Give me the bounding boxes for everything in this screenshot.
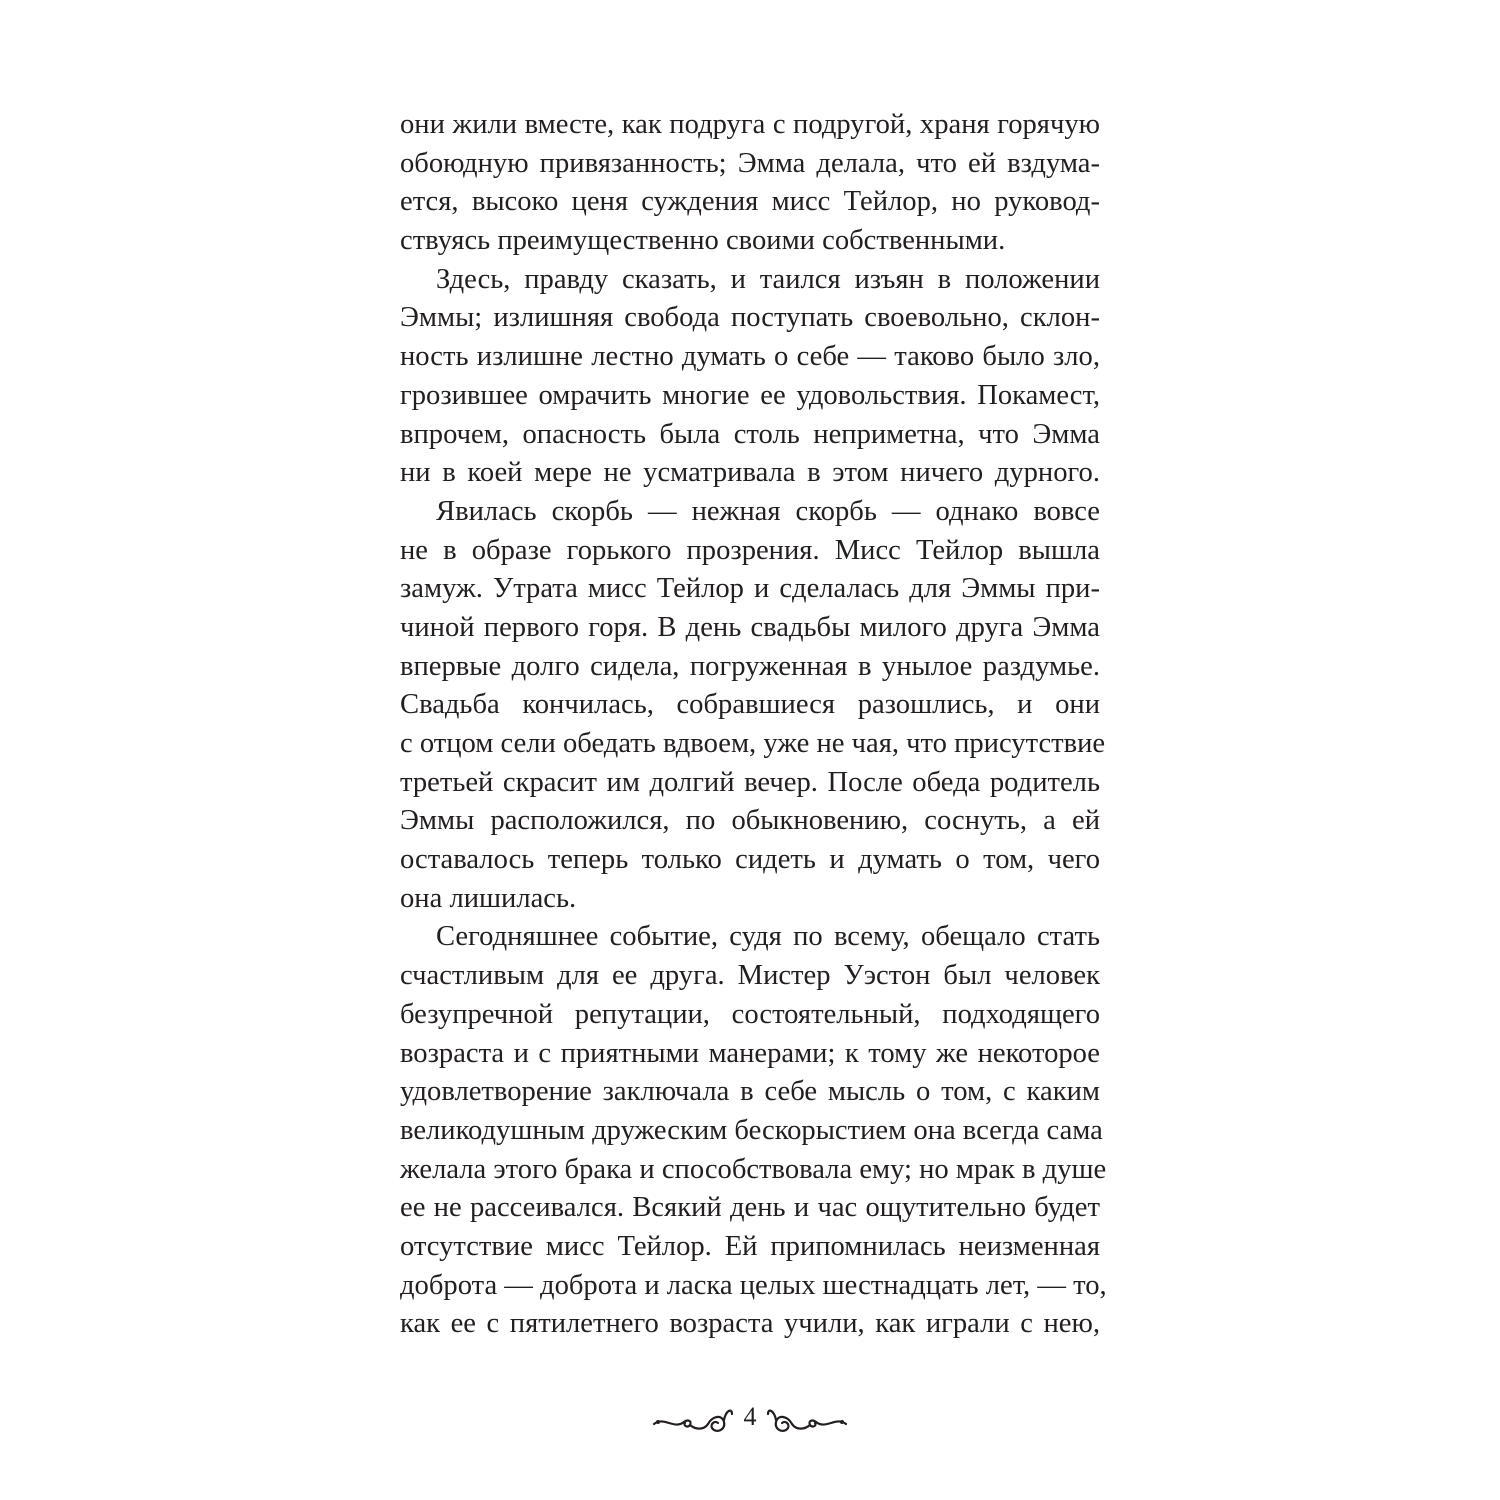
text-line: Эммы расположился, по обыкновению, соснуть, а ей: [400, 805, 1100, 837]
text-line: третьей скрасит им долгий вечер. После обеда родитель: [400, 766, 1100, 798]
text-line: великодушным дружеским бескорыстием она всегда сама: [400, 1114, 1103, 1146]
text-line: Свадьба кончилась, собравшиеся разошлись, и они: [400, 689, 1100, 721]
text-line: безупречной репутации, состоятельный, подходящего: [400, 998, 1100, 1030]
text-line: желала этого брака и способствовала ему; но мрак в душе: [400, 1153, 1107, 1185]
text-line: Явилась скорбь — нежная скорбь — однако вовсе: [436, 495, 1100, 527]
text-line: удовлетворение заключала в себе мысль о том, с каким: [400, 1076, 1100, 1108]
page-footer: [650, 1400, 850, 1440]
page-text: [400, 106, 1107, 1344]
page-number: 4: [743, 1402, 757, 1431]
scroll-ornament-left-icon: [650, 1400, 735, 1440]
text-line: чиной первого горя. В день свадьбы милого друга Эмма: [400, 611, 1100, 643]
text-line: с отцом сели обедать вдвоем, уже не чая, что присутствие: [400, 728, 1106, 759]
text-line: Здесь, правду сказать, и таился изъян в положении: [436, 263, 1100, 295]
text-line: не в образе горького прозрения. Мисс Тейлор вышла: [400, 534, 1100, 566]
text-line: Сегодняшнее событие, судя по всему, обещало стать: [436, 921, 1100, 953]
text-line: впрочем, опасность была столь неприметна, что Эмма: [400, 418, 1100, 450]
text-line: оставалось теперь только сидеть и думать о том, чего: [400, 844, 1100, 876]
text-line: отсутствие мисс Тейлор. Ей припомнилась неизменная: [400, 1230, 1100, 1262]
text-line: Эммы; излишняя свобода поступать своевольно, склон-: [400, 302, 1100, 334]
scroll-ornament-right-icon: [765, 1400, 850, 1440]
text-line: замуж. Утрата мисс Тейлор и сделалась для Эммы при-: [400, 573, 1100, 605]
text-line: ни в коей мере не усматривала в этом ничего дурного.: [400, 457, 1100, 489]
text-line: впервые долго сидела, погруженная в унылое раздумье.: [400, 650, 1100, 682]
text-line: возраста и с приятными манерами; к тому же некоторое: [400, 1037, 1100, 1069]
text-line: доброта — доброта и ласка целых шестнадцать лет, — то,: [400, 1269, 1107, 1301]
text-line: ность излишне лестно думать о себе — таково было зло,: [400, 341, 1100, 373]
text-line: грозившее омрачить многие ее удовольствия. Покамест,: [400, 379, 1100, 411]
text-line: ется, высоко ценя суждения мисс Тейлор, но руковод-: [400, 186, 1100, 218]
text-line: ее не рассеивался. Всякий день и час ощутительно будет: [400, 1192, 1100, 1224]
text-line: как ее с пятилетнего возраста учили, как играли с нею,: [400, 1308, 1100, 1340]
text-line: обоюдную привязанность; Эмма делала, что ей вздума-: [400, 147, 1100, 179]
text-line: счастливым для ее друга. Мистер Уэстон был человек: [400, 960, 1100, 992]
text-line: они жили вместе, как подруга с подругой, храня горячую: [400, 109, 1100, 140]
text-line: ствуясь преимущественно своими собственными.: [400, 225, 1006, 257]
text-line: она лишилась.: [400, 882, 577, 914]
